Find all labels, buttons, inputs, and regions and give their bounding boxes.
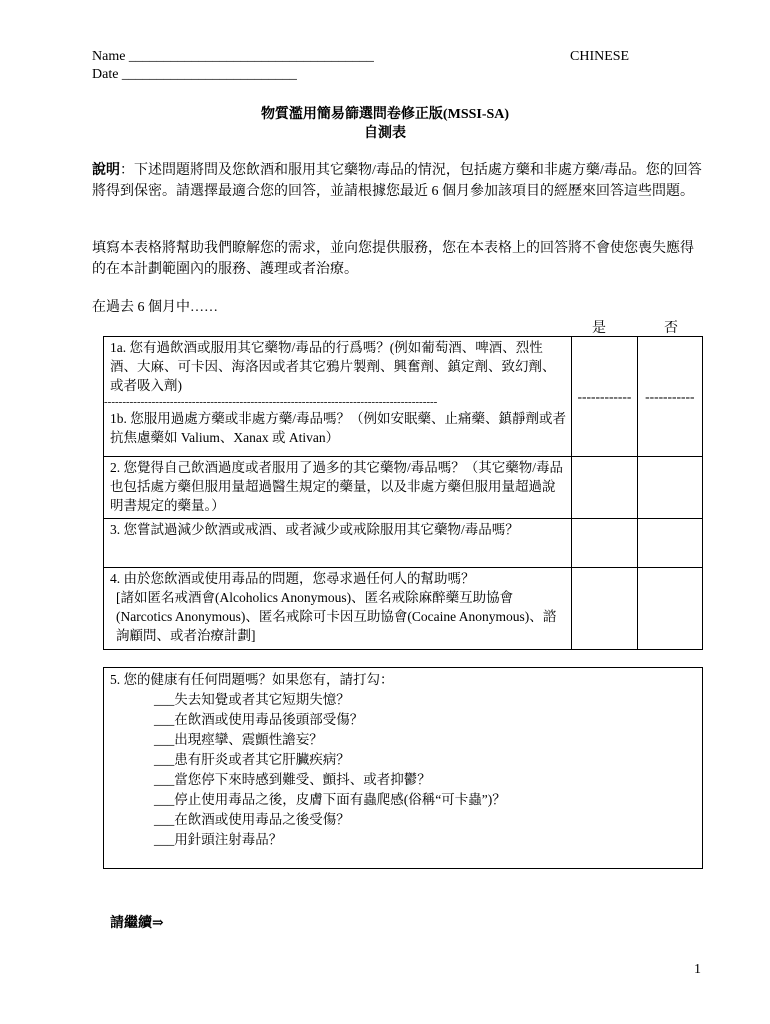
instructions-paragraph [92, 160, 704, 202]
form-title: 物質濫用簡易篩選問卷修正版(MSSI-SA) [260, 107, 510, 122]
question-2-no-box[interactable] [637, 457, 702, 519]
no-column-header: 否 [664, 321, 678, 336]
health-option-3[interactable]: ___出現痙攣、震顫性譫妄？ [154, 732, 323, 747]
instructions-label: 說明 [92, 163, 120, 178]
service-notice-paragraph: 填寫本表格將幫助我們瞭解您的需求，並向您提供服務，您在本表格上的回答將不會使您喪失應得的在本計劃範圍內的服務、護理或者治療。 [92, 241, 694, 277]
question-2-yes-box[interactable] [572, 457, 637, 519]
health-option-7[interactable]: ___在飲酒或使用毒品之後受傷？ [154, 812, 350, 827]
question-row-3 [104, 519, 703, 568]
question-4-yes-box[interactable] [572, 568, 637, 650]
question-row-1 [104, 337, 703, 457]
date-field-label: Date _________________________ [92, 67, 297, 82]
dash-line: ----------- [645, 389, 695, 404]
question-4-no-box[interactable] [637, 568, 702, 650]
question-4-text: 4. 由於您飲酒或使用毒品的問題，您尋求過任何人的幫助嗎？ [110, 571, 475, 586]
continue-label: 請繼續⇒ [110, 916, 164, 931]
question-5-box [103, 667, 703, 869]
question-3-yes-box[interactable] [572, 519, 637, 568]
period-label: 在過去 6 個月中…… [92, 300, 218, 315]
language-label: CHINESE [570, 49, 630, 64]
instructions-text: ：下述問題將問及您飲酒和服用其它藥物/毒品的情況，包括處方藥和非處方藥/毒品。您的回答將得到保密。請選擇最適合您的回答，並請根據您最近 6 個月參加該項目的經歷來回答這些問題。 [92, 163, 702, 199]
health-option-8[interactable]: ___用針頭注射毒品？ [154, 832, 283, 847]
question-row-2 [104, 457, 703, 519]
health-option-6[interactable]: ___停止使用毒品之後，皮膚下面有蟲爬感(俗稱“可卡蟲”)？ [154, 792, 506, 807]
yes-column-header: 是 [592, 321, 606, 336]
dash-line: ------------ [577, 389, 632, 404]
question-4-examples: [諸如匿名戒酒會(Alcoholics Anonymous)、匿名戒除麻醉藥互助協會(Narcotics Anonymous)、匿名戒除可卡因互助協會(Cocaine Anonymous)、諮詢顧問、或者治療計劃] [116, 590, 557, 643]
question-3-no-box[interactable] [637, 519, 702, 568]
question-4-cell [104, 568, 572, 650]
question-1-cell [104, 337, 572, 457]
questions-table [103, 336, 703, 650]
question-1-no-box[interactable] [637, 337, 702, 457]
question-1-yes-box[interactable] [572, 337, 637, 457]
form-subtitle: 自測表 [364, 126, 406, 141]
page-number: 1 [694, 962, 701, 977]
question-2-text: 2. 您覺得自己飲酒過度或者服用了過多的其它藥物/毒品嗎？（其它藥物/毒品也包括處方藥但服用量超過醫生規定的藥量，以及非處方藥但服用量超過說明書規定的藥量。） [104, 457, 572, 519]
name-field-label: Name ___________________________________ [92, 49, 374, 64]
question-row-4 [104, 568, 703, 650]
health-option-4[interactable]: ___患有肝炎或者其它肝臟疾病？ [154, 752, 350, 767]
health-option-2[interactable]: ___在飲酒或使用毒品後頭部受傷？ [154, 712, 364, 727]
question-1a-text: 1a. 您有過飲酒或服用其它藥物/毒品的行爲嗎？(例如葡萄酒、啤酒、烈性酒、大麻、可卡因、海洛因或者其它鴉片製劑、興奮劑、鎮定劑、致幻劑、或者吸入劑) [110, 340, 556, 393]
question-3-text: 3. 您嘗試過減少飲酒或戒酒、或者減少或戒除服用其它藥物/毒品嗎？ [104, 519, 572, 568]
health-option-5[interactable]: ___當您停下來時感到難受、顫抖、或者抑鬱？ [154, 772, 431, 787]
question-separator: ------------------------------------------------------------------------------------------- [104, 396, 438, 408]
health-option-1[interactable]: ___失去知覺或者其它短期失憶？ [154, 692, 350, 707]
question-1b-text: 1b. 您服用過處方藥或非處方藥/毒品嗎？（例如安眠藥、止痛藥、鎮靜劑或者抗焦慮藥如 Valium、Xanax 或 Ativan） [110, 411, 566, 445]
question-5-prompt: 5. 您的健康有任何問題嗎？如果您有，請打勾： [110, 672, 394, 687]
